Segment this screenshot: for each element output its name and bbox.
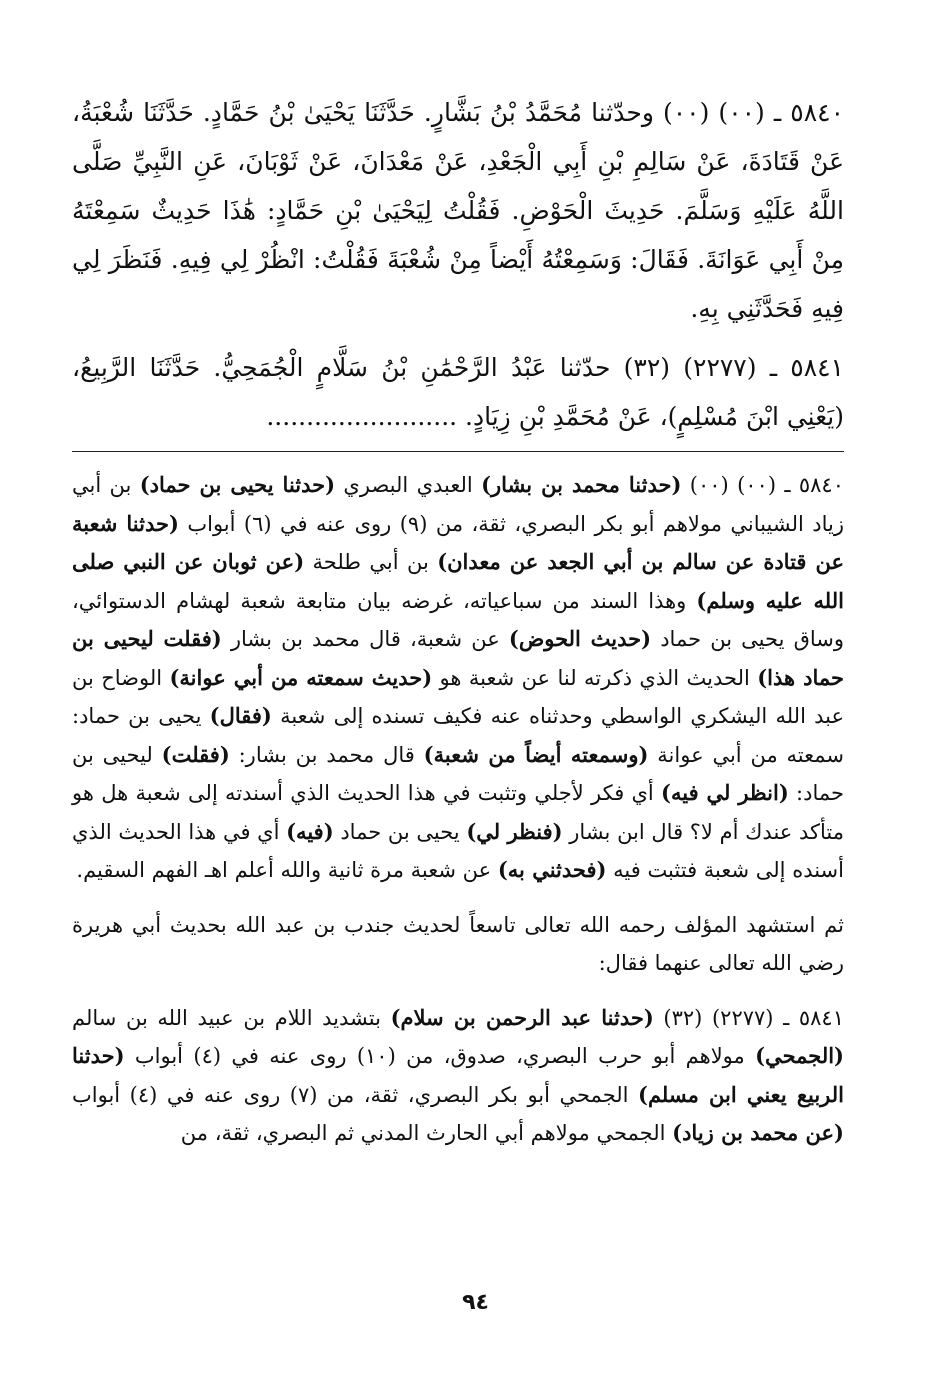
commentary-section xyxy=(72,466,844,1153)
commentary-quote: (حديث الحوض) xyxy=(508,626,652,651)
commentary-segment: ليحيى بن حماد: xyxy=(72,742,845,805)
commentary-quote: (حدثنا عبد الرحمن بن سلام) xyxy=(390,1004,654,1030)
commentary-quote: (فقلت) xyxy=(161,741,230,767)
page-number: ٩٤ xyxy=(462,1290,489,1315)
hadith-text-section xyxy=(72,88,844,441)
commentary-segment: بتشديد اللام بن عبيد الله بن سالم xyxy=(72,1005,391,1030)
hadith-5841: ٥٨٤١ ـ (٢٢٧٧) (٣٢) حدّثنا عَبْدُ الرَّحْمَٰنِ بْنُ سَلَّامٍ الْجُمَحِيُّ. حَدَّثَنَا الرَّبِيعُ، (يَعْنِي ابْنَ مُسْلِمٍ)، عَنْ مُحَمَّدِ بْنِ زِيَادٍ. ........................ xyxy=(72,353,844,431)
commentary-quote: (حدثنا محمد بن بشار) xyxy=(481,472,682,497)
hadith-5840: ٥٨٤٠ ـ (٠٠) (٠٠) وحدّثنا مُحَمَّدُ بْنُ بَشَّارٍ. حَدَّثَنَا يَحْيَىٰ بْنُ حَمَّادٍ. حَدَّثَنَا شُعْبَةُ، عَنْ قَتَادَةَ، عَنْ سَالِمِ بْنِ أَبِي الْجَعْدِ، عَنْ مَعْدَانَ، عَنْ ثَوْبَانَ، عَنِ النَّبِيِّ صَلَّى اللَّهُ عَلَيْهِ وَسَلَّمَ. حَدِيثَ الْحَوْضِ. فَقُلْتُ لِيَحْيَىٰ بْنِ حَمَّادٍ: هَٰذَا حَدِيثٌ سَمِعْتَهُ مِنْ أَبِي عَوَانَةَ. فَقَالَ: وَسَمِعْتُهُ أَيْضاً مِنْ شُعْبَةَ فَقُلْتُ: انْظُرْ لِي فِيهِ. فَنَظَرَ لِي فِيهِ فَحَدَّثَنِي بِهِ. xyxy=(72,98,844,323)
commentary-quote: (عن محمد بن زياد) xyxy=(672,1120,844,1145)
commentary-quote: (حديث سمعته من أبي عوانة) xyxy=(169,664,433,690)
commentary-segment: ٥٨٤١ ـ (٢٢٧٧) (٣٢) xyxy=(653,1005,844,1030)
footnote-divider xyxy=(72,451,844,452)
commentary-segment: الجمحي أبو بكر البصري، ثقة، من (٧) روى عنه في (٤) أبواب xyxy=(72,1082,639,1107)
commentary-segment: أي في هذا الحديث الذي أسنده إلى شعبة فتثبت فيه xyxy=(72,819,844,882)
commentary-segment: بن أبي طلحة xyxy=(304,550,438,574)
commentary-quote: (فقلت ليحيى بن حماد هذا) xyxy=(72,626,844,690)
book-page xyxy=(72,88,844,1153)
commentary-segment: الحديث الذي ذكرته لنا عن شعبة هو xyxy=(432,665,758,690)
commentary-segment: مولاهم أبو حرب البصري، صدوق، من (١٠) روى عنه في (٤) أبواب xyxy=(124,1044,756,1068)
commentary-paragraph-5841 xyxy=(72,999,844,1153)
commentary-segment: عن شعبة، قال محمد بن بشار xyxy=(221,627,509,651)
commentary-paragraph-5840 xyxy=(72,466,844,890)
commentary-segment: يحيى بن حماد: سمعته من أبي عوانة xyxy=(72,704,845,767)
commentary-segment: وهذا السند من سباعياته، غرضه بيان متابعة شعبة لهشام الدستوائي، وساق يحيى بن حماد xyxy=(72,588,844,651)
commentary-quote: (عن ثوبان عن النبي صلى الله عليه وسلم) xyxy=(72,549,844,613)
commentary-segment: قال محمد بن بشار: xyxy=(229,742,424,767)
commentary-quote: (فحدثني به) xyxy=(497,857,607,882)
commentary-segment: العبدي البصري xyxy=(335,473,482,497)
commentary-segment: أي فكر لأجلي وتثبت في هذا الحديث الذي أسندته إلى شعبة هل هو متأكد عندك أم لا؟ قال ابن بشار xyxy=(72,781,844,844)
commentary-segment: يحيى بن حماد xyxy=(333,819,467,844)
commentary-segment: الجمحي مولاهم أبي الحارث المدني ثم البصري، ثقة، من xyxy=(180,1121,673,1145)
commentary-quote: (حدثنا الربيع يعني ابن مسلم) xyxy=(72,1043,844,1107)
commentary-segment: بن أبي زياد الشيباني مولاهم أبو بكر البصري، ثقة، من (٩) روى عنه في (٦) أبواب xyxy=(72,473,844,536)
commentary-segment: الوضاح بن عبد الله اليشكري الواسطي وحدثناه عنه فكيف تسنده إلى شعبة xyxy=(72,665,845,728)
commentary-segment: عن شعبة مرة ثانية والله أعلم اهـ الفهم السقيم. xyxy=(76,858,498,882)
commentary-quote: (فيه) xyxy=(286,818,334,844)
commentary-quote: (انظر لي فيه) xyxy=(661,780,789,805)
commentary-transition: ثم استشهد المؤلف رحمه الله تعالى تاسعاً لحديث جندب بن عبد الله بحديث أبي هريرة رضي الله تعالى عنهما فقال: xyxy=(72,912,844,975)
commentary-quote: (وسمعته أيضاً من شعبة) xyxy=(423,741,649,767)
commentary-quote: (فقال) xyxy=(209,703,272,728)
commentary-quote: (فنظر لي) xyxy=(466,818,563,844)
commentary-quote: (حدثنا شعبة عن قتادة عن سالم بن أبي الجعد عن معدان) xyxy=(72,510,844,574)
commentary-quote: (حدثنا يحيى بن حماد) xyxy=(139,472,336,497)
commentary-segment: ٥٨٤٠ ـ (٠٠) (٠٠) xyxy=(681,473,844,497)
commentary-quote: (الجمحي) xyxy=(755,1043,844,1068)
